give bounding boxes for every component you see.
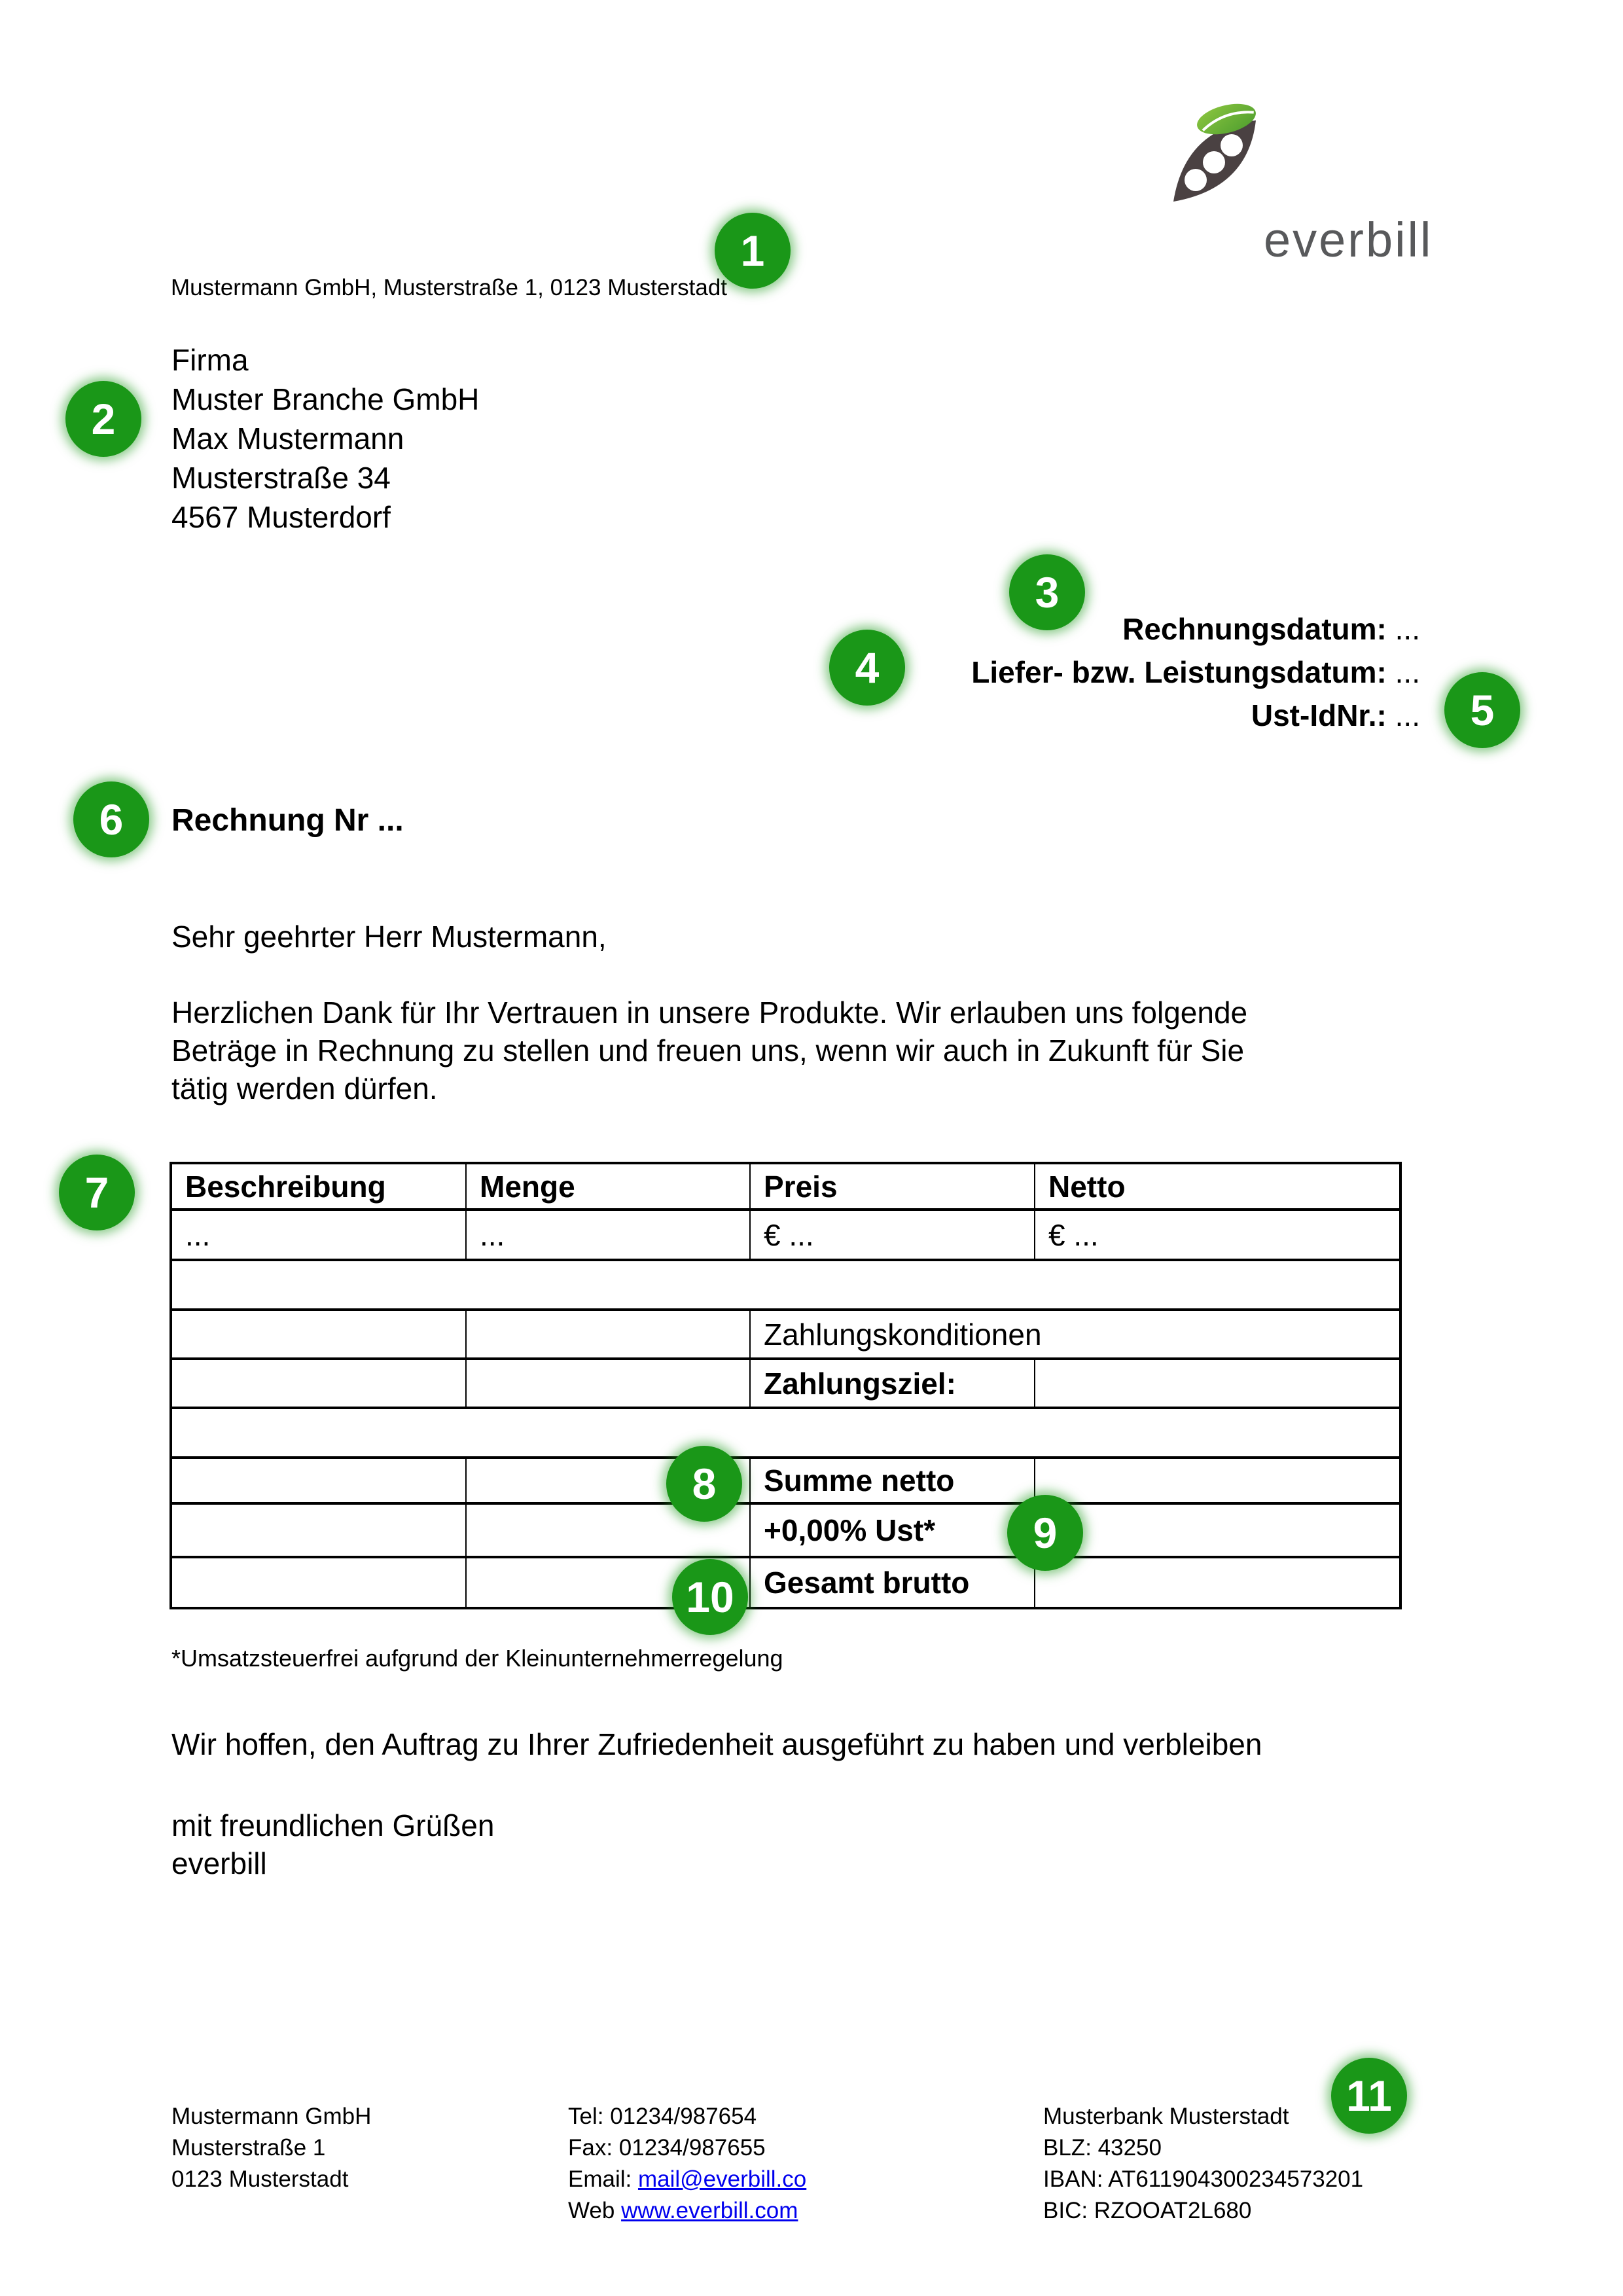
empty-cell (466, 1310, 750, 1359)
item-row (171, 1210, 1400, 1260)
website-link[interactable]: www.everbill.com (621, 2198, 798, 2223)
annotation-badge-10: 10 (672, 1559, 748, 1635)
footer-company-street: Musterstraße 1 (171, 2135, 326, 2161)
empty-cell (171, 1557, 466, 1608)
header-preis: Preis (750, 1163, 1035, 1210)
body-paragraph (171, 994, 1247, 1107)
net-total-label: Summe netto (750, 1458, 1035, 1503)
annotation-badge-4: 4 (829, 630, 905, 706)
empty-cell (171, 1310, 466, 1359)
gross-total-row (171, 1557, 1400, 1608)
payment-target-label: Zahlungsziel: (750, 1359, 1035, 1408)
footer-tel: Tel: 01234/987654 (568, 2104, 757, 2129)
footer-contact (568, 2101, 806, 2227)
header-netto: Netto (1035, 1163, 1400, 1210)
invoice-table (169, 1162, 1399, 1609)
payment-target-value (1035, 1359, 1400, 1408)
footer-bic: BIC: RZOOAT2L680 (1043, 2198, 1252, 2223)
invoice-date-label: Rechnungsdatum: (1122, 612, 1387, 646)
salutation: Sehr geehrter Herr Mustermann, (171, 920, 607, 954)
payment-conditions-label: Zahlungskonditionen (750, 1310, 1400, 1359)
empty-cell (171, 1458, 466, 1503)
annotation-badge-3: 3 (1009, 554, 1085, 630)
annotation-badge-5: 5 (1444, 672, 1520, 748)
footer-iban: IBAN: AT611904300234573201 (1043, 2166, 1364, 2192)
signoff-line: mit freundlichen Grüßen (171, 1808, 495, 1842)
annotation-badge-1: 1 (715, 213, 791, 289)
item-price: € ... (750, 1210, 1035, 1260)
invoice-number-title: Rechnung Nr ... (171, 803, 404, 838)
footer-company (171, 2101, 371, 2195)
recipient-address (171, 340, 479, 537)
vat-id-label: Ust-IdNr.: (1251, 698, 1387, 732)
footer-web-row (568, 2195, 806, 2227)
recipient-line: Firma (171, 343, 249, 377)
footer-web-label: Web (568, 2198, 622, 2223)
footer-email-label: Email: (568, 2166, 638, 2192)
spacer-row (171, 1260, 1400, 1310)
footer-company-city: 0123 Musterstadt (171, 2166, 349, 2192)
delivery-date-row (971, 651, 1420, 694)
recipient-line: Muster Branche GmbH (171, 382, 480, 416)
recipient-line: Musterstraße 34 (171, 461, 391, 495)
footer-bank-name: Musterbank Musterstadt (1043, 2104, 1289, 2129)
tax-footnote: *Umsatzsteuerfrei aufgrund der Kleinunternehmerregelung (171, 1645, 783, 1672)
body-line: tätig werden dürfen. (171, 1071, 438, 1105)
table-header-row (171, 1163, 1400, 1210)
vat-id-value: ... (1386, 698, 1420, 732)
spacer-cell (171, 1260, 1400, 1310)
item-net: € ... (1035, 1210, 1400, 1260)
delivery-date-value: ... (1386, 655, 1420, 689)
pea-pod-icon (1167, 90, 1262, 207)
recipient-line: 4567 Musterdorf (171, 500, 391, 534)
gross-total-value (1035, 1557, 1400, 1608)
vat-id-row (971, 694, 1420, 737)
email-link[interactable]: mail@everbill.co (637, 2166, 807, 2192)
signoff-line: everbill (171, 1846, 267, 1880)
header-menge: Menge (466, 1163, 750, 1210)
spacer-cell (171, 1408, 1400, 1458)
sender-line: Mustermann GmbH, Musterstraße 1, 0123 Musterstadt (171, 275, 728, 300)
annotation-badge-2: 2 (65, 381, 141, 457)
empty-cell (171, 1359, 466, 1408)
annotation-badge-11: 11 (1331, 2058, 1407, 2134)
spacer-row (171, 1408, 1400, 1458)
gross-total-label: Gesamt brutto (750, 1557, 1035, 1608)
vat-label: +0,00% Ust* (750, 1503, 1035, 1557)
vat-row (171, 1503, 1400, 1557)
annotation-badge-7: 7 (59, 1155, 135, 1230)
footer-fax: Fax: 01234/987655 (568, 2135, 766, 2161)
item-description: ... (171, 1210, 466, 1260)
invoice-date-value: ... (1386, 612, 1420, 646)
item-quantity: ... (466, 1210, 750, 1260)
footer-bank (1043, 2101, 1363, 2227)
empty-cell (171, 1503, 466, 1557)
payment-target-row (171, 1359, 1400, 1408)
body-line: Herzlichen Dank für Ihr Vertrauen in unsere Produkte. Wir erlauben uns folgende (171, 996, 1248, 1030)
footer-blz: BLZ: 43250 (1043, 2135, 1162, 2161)
signoff (171, 1806, 494, 1882)
everbill-logo (1167, 90, 1442, 267)
delivery-date-label: Liefer- bzw. Leistungsdatum: (971, 655, 1387, 689)
body-line: Beträge in Rechnung zu stellen und freuen uns, wenn wir auch in Zukunft für Sie (171, 1033, 1245, 1067)
annotation-badge-6: 6 (73, 781, 149, 857)
closing-line: Wir hoffen, den Auftrag zu Ihrer Zufriedenheit ausgeführt zu haben und verbleiben (171, 1727, 1262, 1761)
recipient-line: Max Mustermann (171, 422, 404, 456)
logo-wordmark: everbill (1264, 213, 1433, 267)
payment-conditions-row (171, 1310, 1400, 1359)
footer-email-row (568, 2164, 806, 2195)
net-total-value (1035, 1458, 1400, 1503)
annotation-badge-8: 8 (666, 1446, 742, 1522)
annotation-badge-9: 9 (1007, 1495, 1083, 1571)
net-total-row (171, 1458, 1400, 1503)
header-beschreibung: Beschreibung (171, 1163, 466, 1210)
footer-company-name: Mustermann GmbH (171, 2104, 372, 2129)
empty-cell (466, 1359, 750, 1408)
vat-value (1035, 1503, 1400, 1557)
